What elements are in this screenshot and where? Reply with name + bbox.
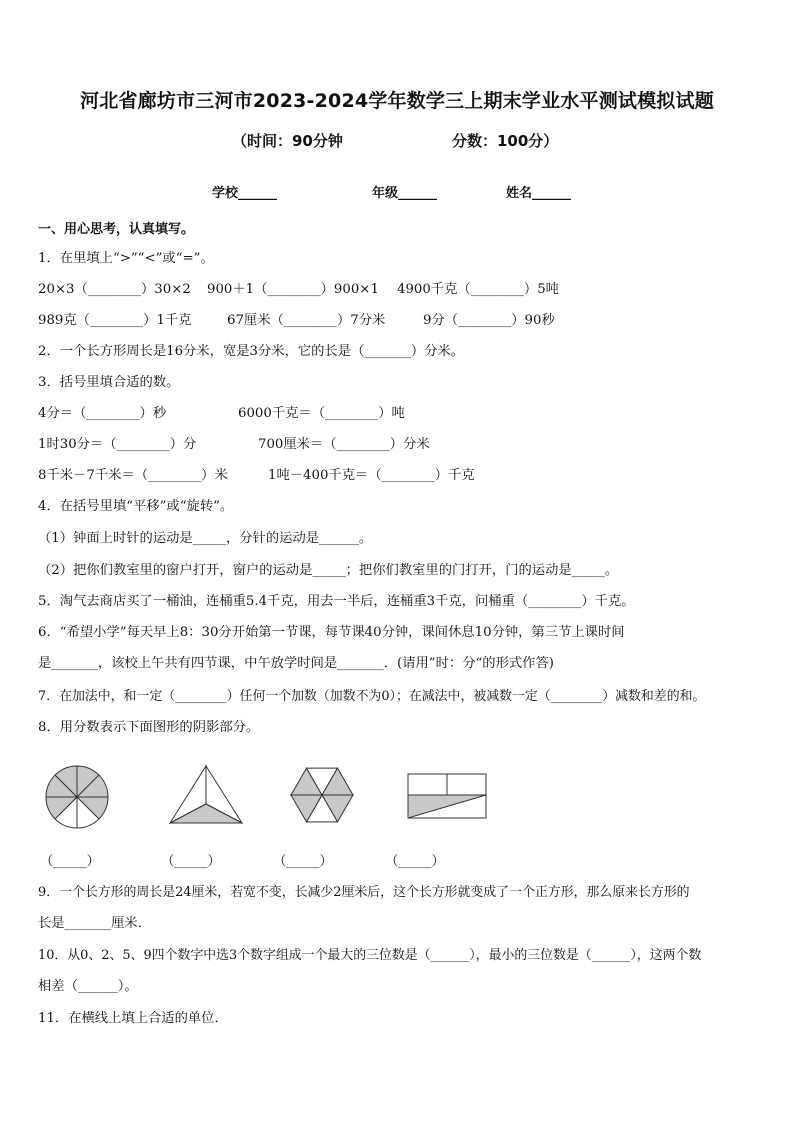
question-6-line-2[interactable]: 是_______，该校上午共有四节课，中午放学时间是_______．(请用”时：分“的形式作答) [38, 656, 554, 671]
exam-time: （时间：90分钟 [232, 132, 343, 150]
section-heading: 一、用心思考，认真填写。 [38, 222, 195, 237]
name-field[interactable]: 姓名______ [506, 186, 572, 201]
triangle-figure [168, 764, 244, 826]
q1-item[interactable]: 20×3（________）30×2 [38, 282, 191, 297]
q3-item[interactable]: 8千米－7千米＝（________）米 [38, 468, 228, 483]
question-10-line-1[interactable]: 10．从0、2、5、9四个数字中选3个数字组成一个最大的三位数是（______），最小的三位数是（______），这两个数 [38, 948, 702, 963]
exam-score: 分数：100分） [452, 132, 559, 150]
question-9-line-2[interactable]: 长是_______厘米． [38, 916, 152, 931]
q8-answer[interactable]: （_____） [40, 854, 100, 869]
question-4: 4．在括号里填“平移”或“旋转”。 [38, 499, 234, 514]
q1-item[interactable]: 900＋1（________）900×1 [207, 282, 379, 297]
q1-item[interactable]: 989克（________）1千克 [38, 313, 192, 328]
q1-item[interactable]: 67厘米（________）7分米 [227, 313, 386, 328]
question-6-line-1: 6．“希望小学”每天早上8：30分开始第一节课，每节课40分钟，课间休息10分钟，第三节上课时间 [38, 625, 625, 640]
q8-answer[interactable]: （_____） [273, 854, 333, 869]
question-2[interactable]: 2．一个长方形周长是16分米，宽是3分米，它的长是（_______）分米。 [38, 344, 465, 359]
q8-answer[interactable]: （_____） [161, 854, 221, 869]
q3-item[interactable]: 1时30分＝（________）分 [38, 437, 197, 452]
rectangle-figure [407, 773, 487, 819]
question-9-line-1: 9．一个长方形的周长是24厘米，若宽不变，长减少2厘米后，这个长方形就变成了一个正方形，那么原来长方形的 [38, 885, 690, 900]
q4-part-1[interactable]: （1）钟面上时针的运动是_____，分针的运动是______。 [38, 531, 373, 546]
circle-figure [44, 764, 110, 830]
question-7[interactable]: 7．在加法中，和一定（________）任何一个加数（加数不为0）；在减法中，被减数一定（________）减数和差的和。 [38, 689, 706, 704]
q3-item[interactable]: 4分＝（________）秒 [38, 406, 167, 421]
q8-answer[interactable]: （_____） [385, 854, 445, 869]
question-1: 1．在里填上“>”“<”或“=”。 [38, 251, 214, 266]
q3-item[interactable]: 700厘米＝（________）分米 [258, 437, 430, 452]
q4-part-2[interactable]: （2）把你们教室里的窗户打开，窗户的运动是_____；把你们教室里的门打开，门的运动是_____。 [38, 563, 619, 578]
question-5[interactable]: 5．淘气去商店买了一桶油，连桶重5.4千克，用去一半后，连桶重3千克，问桶重（________）千克。 [38, 594, 635, 609]
hexagon-figure [289, 765, 355, 825]
question-11: 11．在横线上填上合适的单位． [38, 1011, 228, 1026]
grade-field[interactable]: 年级______ [372, 186, 438, 201]
question-3: 3．括号里填合适的数。 [38, 375, 180, 390]
school-field[interactable]: 学校______ [212, 186, 278, 201]
question-10-line-2[interactable]: 相差（______）。 [38, 979, 138, 994]
q3-item[interactable]: 1吨－400千克＝（________）千克 [268, 468, 475, 483]
page-title: 河北省廊坊市三河市2023-2024学年数学三上期末学业水平测试模拟试题 [80, 90, 714, 112]
q3-item[interactable]: 6000千克＝（________）吨 [238, 406, 405, 421]
q1-item[interactable]: 9分（________）90秒 [423, 313, 555, 328]
q1-item[interactable]: 4900千克（________）5吨 [397, 282, 559, 297]
question-8: 8．用分数表示下面图形的阴影部分。 [38, 720, 260, 735]
